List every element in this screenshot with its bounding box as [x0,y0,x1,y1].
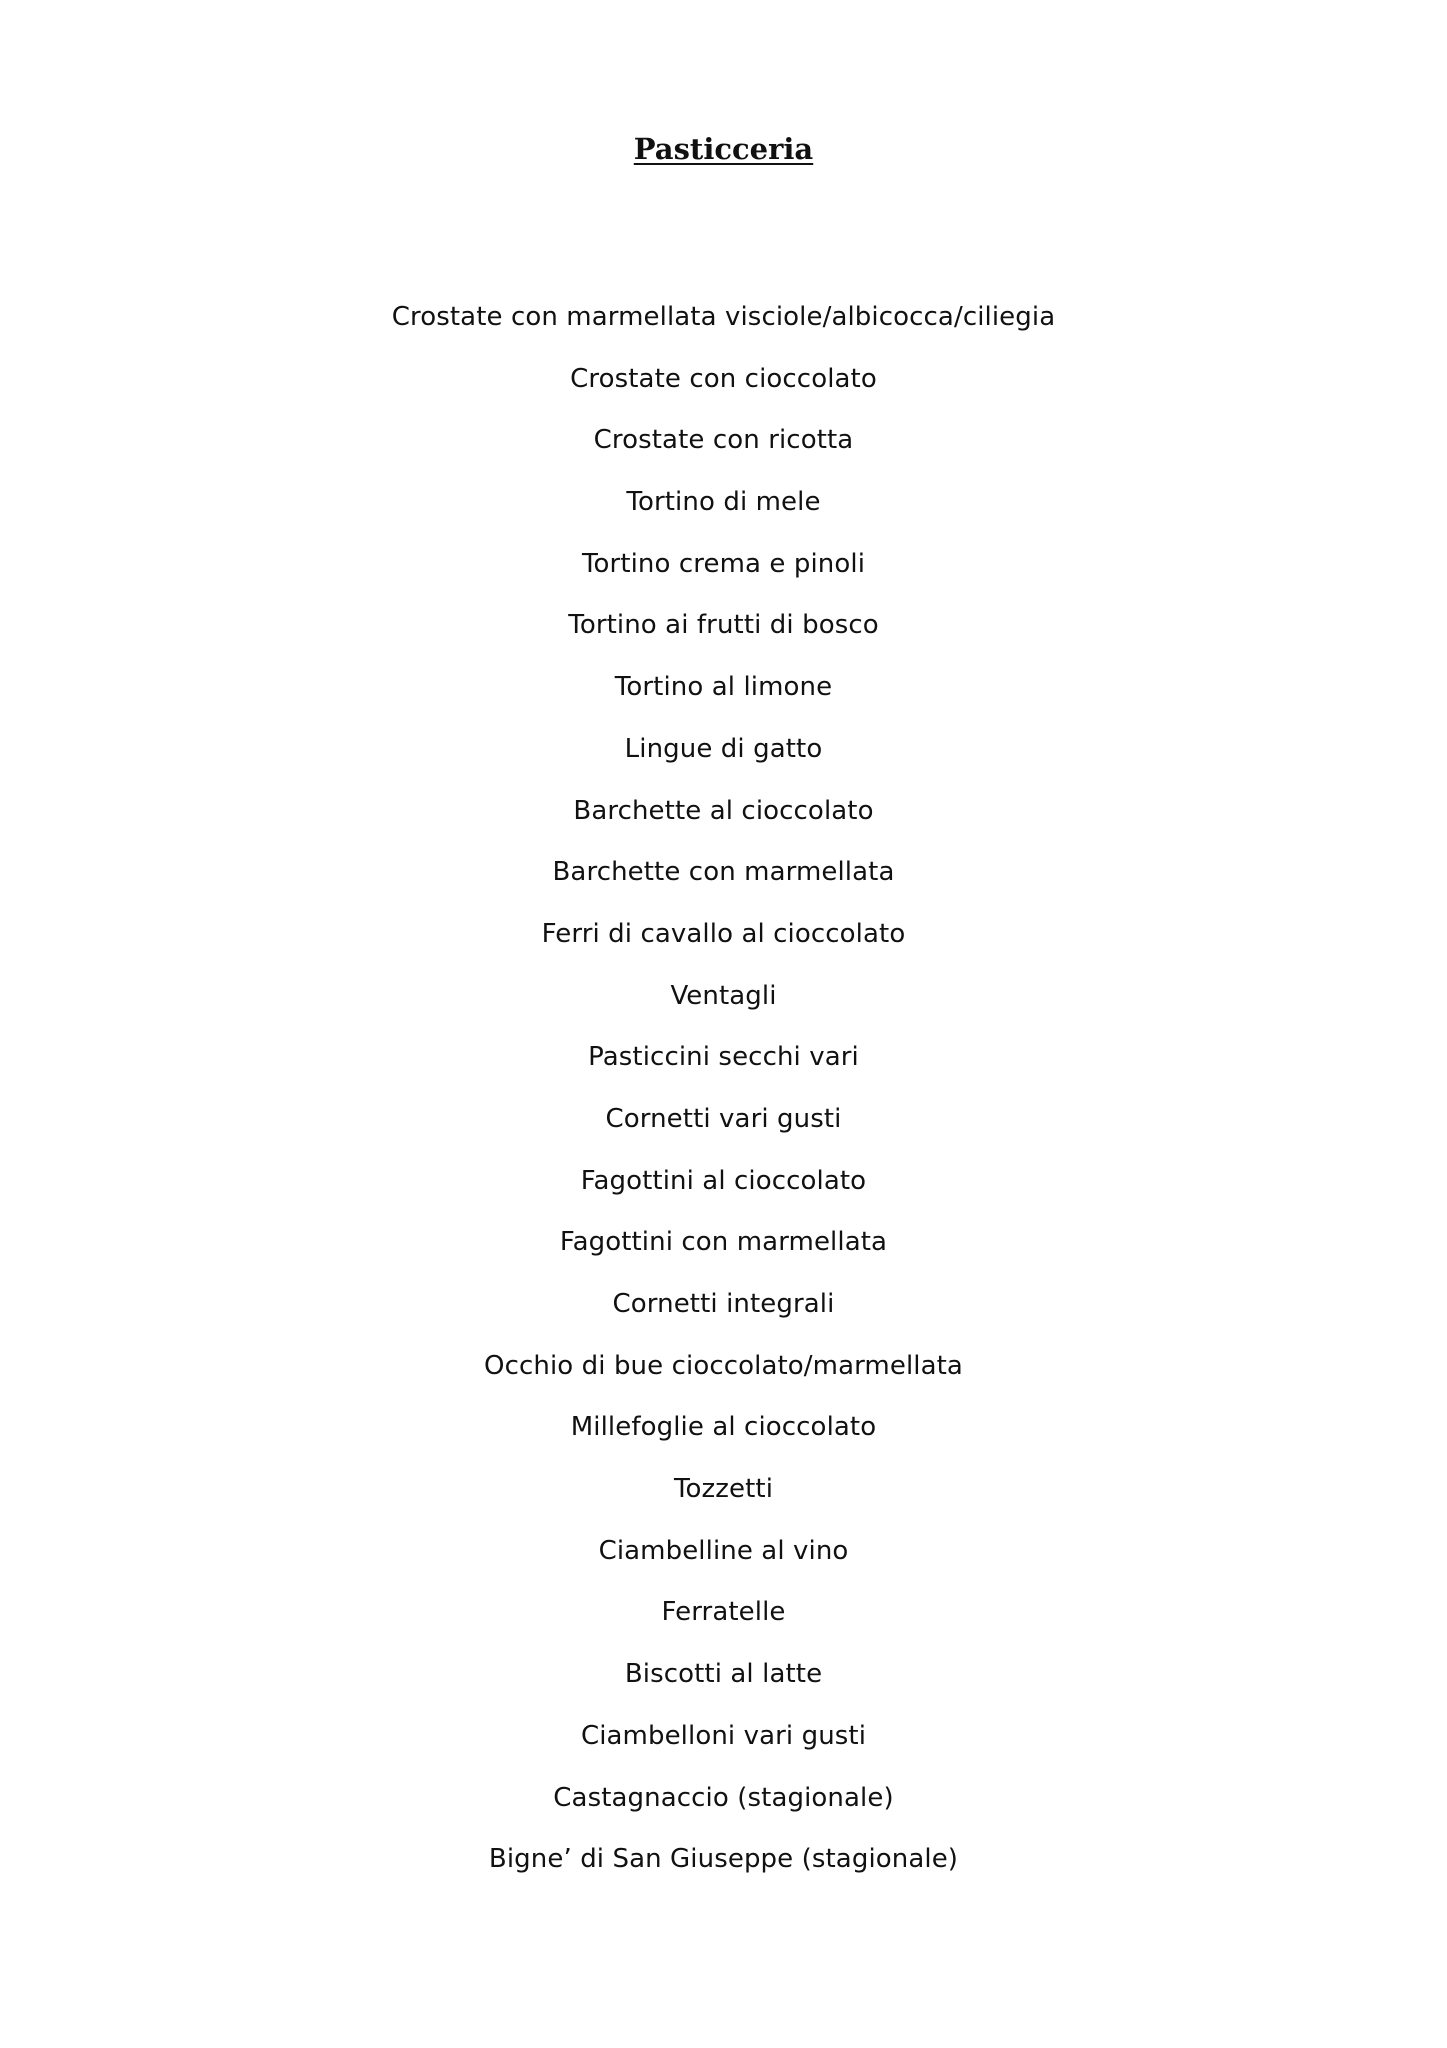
list-item: Barchette con marmellata [552,857,895,888]
list-item: Cornetti vari gusti [605,1103,842,1134]
pastry-list [0,295,1447,1899]
list-item: Ferri di cavallo al cioccolato [541,918,906,949]
list-item: Ventagli [670,980,777,1011]
list-item: Tortino di mele [626,487,821,518]
list-item: Tortino ai frutti di bosco [568,610,879,641]
page-title: Pasticceria [633,132,814,166]
list-item: Millefoglie al cioccolato [570,1412,877,1443]
list-item: Crostate con marmellata visciole/albicocca/ciliegia [391,302,1056,332]
list-item: Castagnaccio (stagionale) [553,1782,894,1813]
list-item: Ciambelloni vari gusti [580,1720,867,1751]
list-item: Biscotti al latte [624,1659,823,1690]
list-item: Lingue di gatto [624,733,823,764]
list-item: Cornetti integrali [612,1289,835,1319]
list-item: Tozzetti [673,1474,774,1505]
list-item: Crostate con ricotta [593,425,854,456]
list-item: Ferratelle [661,1597,786,1628]
list-item: Fagottini con marmellata [559,1227,888,1258]
list-item: Ciambelline al vino [598,1535,849,1566]
list-item: Pasticcini secchi vari [588,1042,859,1073]
list-item: Tortino al limone [614,672,833,703]
list-item: Bigne’ di San Giuseppe (stagionale) [488,1844,959,1875]
list-item: Tortino crema e pinoli [581,548,866,579]
list-item: Barchette al cioccolato [573,795,874,826]
list-item: Occhio di bue cioccolato/marmellata [484,1350,963,1381]
list-item: Fagottini al cioccolato [580,1165,867,1196]
list-item: Crostate con cioccolato [570,363,877,394]
